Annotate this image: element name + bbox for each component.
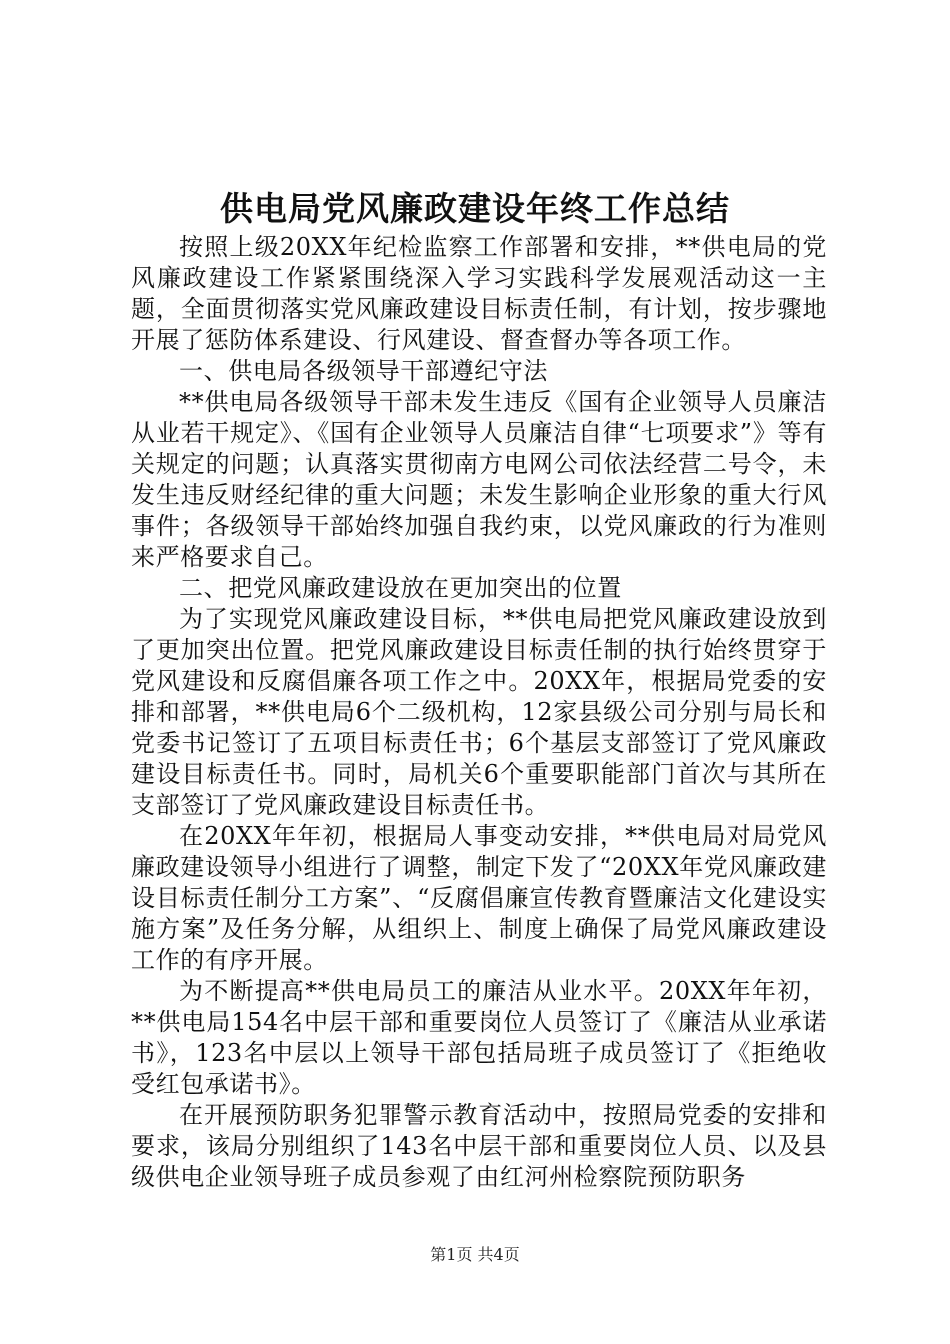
paragraph-section-1: **供电局各级领导干部未发生违反《国有企业领导人员廉洁从业若干规定》、《国有企业领导人员廉洁自律“七项要求”》等有关规定的问题；认真落实贯彻南方电网公司依法经营二号令，未发生违反财经纪律的重大问题；未发生影响企业形象的重大行风事件；各级领导干部始终加强自我约束，以党风廉政的行为准则来严格要求自己。 (131, 388, 827, 571)
document-body (131, 232, 827, 1193)
paragraph-section-2b: 在20XX年年初，根据局人事变动安排，**供电局对局党风廉政建设领导小组进行了调整，制定下发了“20XX年党风廉政建设目标责任制分工方案”、“反腐倡廉宣传教育暨廉洁文化建设实施方案”及任务分解，从组织上、制度上确保了局党风廉政建设工作的有序开展。 (131, 822, 827, 974)
section-heading-2: 二、把党风廉政建设放在更加突出的位置 (179, 574, 622, 602)
document-title: 供电局党风廉政建设年终工作总结 (220, 189, 730, 228)
section-heading-1: 一、供电局各级领导干部遵纪守法 (179, 357, 548, 385)
paragraph-section-2c: 为不断提高**供电局员工的廉洁从业水平。20XX年年初，**供电局154名中层干部和重要岗位人员签订了《廉洁从业承诺书》，123名中层以上领导干部包括局班子成员签订了《拒绝收受红包承诺书》。 (131, 977, 827, 1098)
page-number-footer: 第1页 共4页 (430, 1245, 520, 1264)
paragraph-intro: 按照上级20XX年纪检监察工作部署和安排，**供电局的党风廉政建设工作紧紧围绕深入学习实践科学发展观活动这一主题，全面贯彻落实党风廉政建设目标责任制，有计划，按步骤地开展了惩防体系建设、行风建设、督查督办等各项工作。 (131, 233, 827, 354)
paragraph-section-2d: 在开展预防职务犯罪警示教育活动中，按照局党委的安排和要求，该局分别组织了143名中层干部和重要岗位人员、以及县级供电企业领导班子成员参观了由红河州检察院预防职务 (131, 1101, 827, 1191)
paragraph-section-2a: 为了实现党风廉政建设目标，**供电局把党风廉政建设放到了更加突出位置。把党风廉政建设目标责任制的执行始终贯穿于党风建设和反腐倡廉各项工作之中。20XX年，根据局党委的安排和部署，**供电局6个二级机构，12家县级公司分别与局长和党委书记签订了五项目标责任书；6个基层支部签订了党风廉政建设目标责任书。同时，局机关6个重要职能部门首次与其所在支部签订了党风廉政建设目标责任书。 (131, 605, 827, 819)
